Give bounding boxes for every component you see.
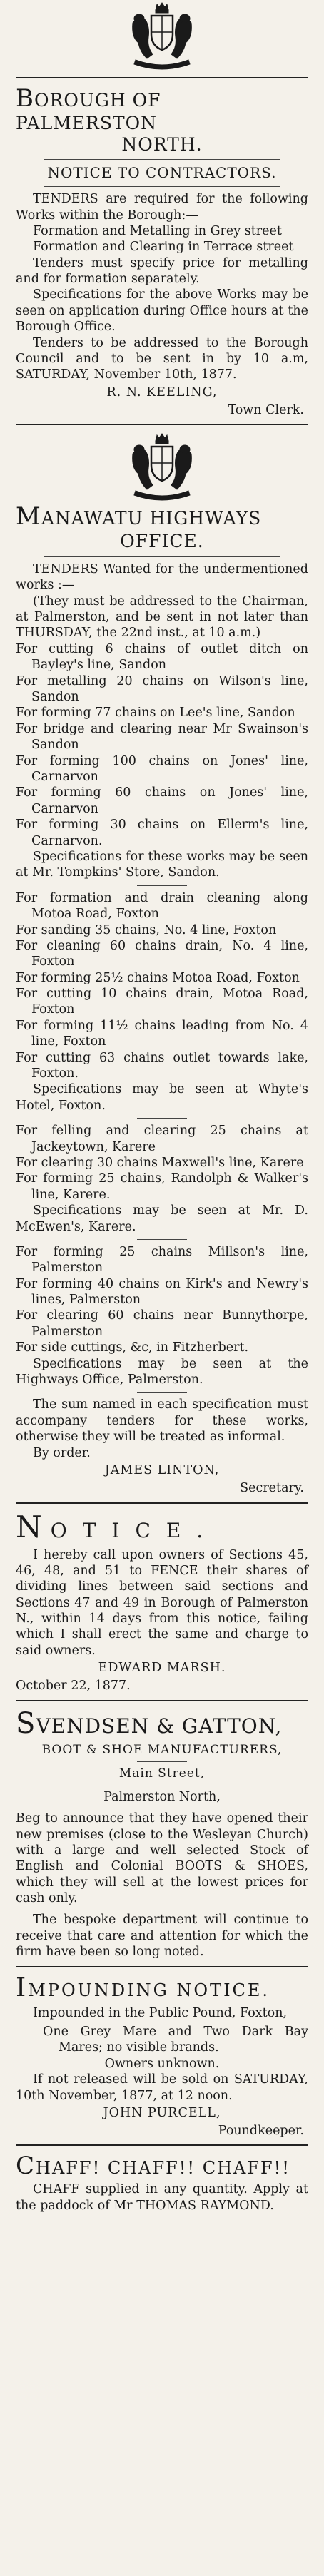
divider <box>137 1239 187 1240</box>
town: Palmerston North, <box>103 1789 221 1804</box>
work-item: For forming 25½ chains Motoa Road, Foxton <box>16 970 300 985</box>
work-item: For clearing 30 chains Maxwell's line, Karere <box>16 1155 304 1170</box>
ad-intro: (They must be addressed to the Chairman, at Palmerston, and be sent in not later than THURSDAY, the 22nd inst., at 10 a.m.) <box>16 594 308 641</box>
ad-body: If not released will be sold on SATURDAY, 10th November, 1877, at 12 noon. <box>16 2072 308 2103</box>
divider <box>16 1966 308 1967</box>
signer-name: JAMES LINTON, <box>104 1463 220 1477</box>
work-item: For cutting 6 chains of outlet ditch on Bayley's line, Sandon <box>16 641 308 673</box>
ad-body: I hereby call upon owners of Sections 45, 46, 48, and 51 to FENCE their shares of dividing lines between said sections and Sections 47 and 49 in Borough of Palmerston N., within 14 days from this notice, failing which I shall erect the same and charge to said owners. <box>16 1547 308 1658</box>
ad-intro: TENDERS are required for the following Works within the Borough:— <box>16 192 308 223</box>
ad-title-line2: NORTH. <box>121 133 203 155</box>
work-item: For forming 30 chains on Ellerm's line, Carnarvon. <box>16 818 308 848</box>
ad-closing: The sum named in each specification must accompany tenders for these works, otherwise they will be treated as informal. <box>16 1398 308 1445</box>
ad-title: BOROUGH OF PALMERSTON <box>16 84 161 134</box>
divider <box>137 885 187 886</box>
work-item: For forming 11½ chains leading from No. 4 line, Foxton <box>16 1018 308 1049</box>
spec-note: Specifications may be seen at the Highways Office, Palmerston. <box>16 1356 308 1388</box>
work-item: For forming 100 chains on Jones' line, Carnarvon <box>16 753 308 784</box>
signer-role: Town Clerk. <box>228 402 304 417</box>
divider <box>16 77 308 78</box>
signer-role: Secretary. <box>240 1480 304 1495</box>
ad-title: SVENDSEN & GATTON, <box>16 1706 283 1740</box>
ad-intro: TENDERS Wanted for the undermentioned works :— <box>16 561 308 593</box>
royal-coat-of-arms-icon <box>123 431 201 502</box>
work-item: For forming 25 chains, Randolph & Walker's line, Karere. <box>16 1171 308 1202</box>
divider <box>137 1118 187 1119</box>
ad-title: IMPOUNDING NOTICE. <box>16 1972 270 2002</box>
work-item: For forming 60 chains on Jones' line, Carnarvon <box>16 785 308 816</box>
chaff-ad <box>16 2152 308 2214</box>
ad-title: MANAWATU HIGHWAYS <box>16 502 262 531</box>
work-item: For sanding 35 chains, No. 4 line, Foxton <box>16 922 277 937</box>
notice-date: October 22, 1877. <box>16 1678 131 1693</box>
spec-note: Specifications may be seen at Whyte's Hotel, Foxton. <box>16 1082 308 1113</box>
signer-name: EDWARD MARSH. <box>98 1661 226 1676</box>
divider <box>16 1502 308 1504</box>
by-order: By order. <box>33 1445 91 1460</box>
ad-line: Owners unknown. <box>104 2056 220 2071</box>
work-item: For cutting 10 chains drain, Motoa Road, Foxton <box>16 987 308 1017</box>
ad-body: The bespoke department will continue to receive that care and attention for which the firm have been so long noted. <box>16 1913 308 1960</box>
work-item: For bridge and clearing near Mr Swainson's Sandon <box>16 721 308 753</box>
ad-title-line2: OFFICE. <box>120 531 204 552</box>
work-item: For felling and clearing 25 chains at Jackeytown, Karere <box>16 1124 308 1154</box>
fence-notice-ad <box>16 1510 308 1694</box>
ad-paragraph: Tenders to be addressed to the Borough Council and to be sent in by 10 a.m, SATURDAY, November 10th, 1877. <box>16 335 308 382</box>
ad-line: Impounded in the Public Pound, Foxton, <box>33 2005 288 2020</box>
signer-name: R. N. KEELING, <box>106 385 218 399</box>
ad-paragraph: Tenders must specify price for metalling and for formation separately. <box>16 255 308 287</box>
ad-paragraph: Specifications for the above Works may be seen on application during Office hours at the Borough Office. <box>16 287 308 335</box>
ad-line: One Grey Mare and Two Dark Bay Mares; no visible brands. <box>43 2025 308 2055</box>
signer-name: JOHN PURCELL, <box>103 2105 221 2120</box>
work-item: For cleaning 60 chains drain, No. 4 line, Foxton <box>16 938 308 969</box>
work-item: For forming 40 chains on Kirk's and Newry's lines, Palmerston <box>16 1276 308 1308</box>
borough-notice-ad <box>16 0 308 418</box>
ad-subtitle: BOOT & SHOE MANUFACTURERS, <box>41 1742 283 1757</box>
divider <box>16 424 308 425</box>
ad-body: Beg to announce that they have opened their new premises (close to the Wesleyan Church) with a large and well selected Stock of English and Colonial BOOTS & SHOES, which they will sell at the lowest prices for cash only. <box>16 1811 308 1906</box>
work-item: Formation and Metalling in Grey street <box>33 223 282 238</box>
royal-coat-of-arms-icon <box>123 0 201 71</box>
highways-office-ad <box>16 431 308 1496</box>
work-item: For cutting 63 chains outlet towards lake, Foxton. <box>16 1050 308 1081</box>
work-item: For side cuttings, &c, in Fitzherbert. <box>16 1340 249 1355</box>
work-item: For forming 77 chains on Lee's line, Sandon <box>16 706 295 721</box>
street-address: Main Street, <box>118 1766 206 1781</box>
work-item: For clearing 60 chains near Bunnythorpe, Palmerston <box>16 1308 308 1339</box>
impounding-notice-ad <box>16 1973 308 2139</box>
divider <box>44 159 280 160</box>
work-item: For formation and drain cleaning along Motoa Road, Foxton <box>16 890 308 922</box>
divider <box>44 556 280 557</box>
divider <box>137 1392 187 1393</box>
ad-title: CHAFF! CHAFF!! CHAFF!! <box>16 2152 290 2181</box>
divider <box>44 186 280 187</box>
signer-role: Poundkeeper. <box>218 2123 304 2138</box>
work-item: For metalling 20 chains on Wilson's line, Sandon <box>16 673 308 705</box>
divider <box>137 1761 187 1762</box>
divider <box>16 2144 308 2146</box>
svendsen-gatton-ad <box>16 1707 308 1960</box>
work-item: For forming 25 chains Millson's line, Palmerston <box>16 1244 308 1276</box>
spec-note: Specifications for these works may be seen at Mr. Tompkins' Store, Sandon. <box>16 849 308 880</box>
work-item: Formation and Clearing in Terrace street <box>33 240 294 255</box>
ad-body: CHAFF supplied in any quantity. Apply at the paddock of Mr THOMAS RAYMOND. <box>16 2182 308 2213</box>
ad-title: NOTICE. <box>16 1509 219 1544</box>
divider <box>16 1700 308 1701</box>
ad-subtitle: NOTICE TO CONTRACTORS. <box>47 164 277 182</box>
spec-note: Specifications may be seen at Mr. D. McEwen's, Karere. <box>16 1203 308 1234</box>
